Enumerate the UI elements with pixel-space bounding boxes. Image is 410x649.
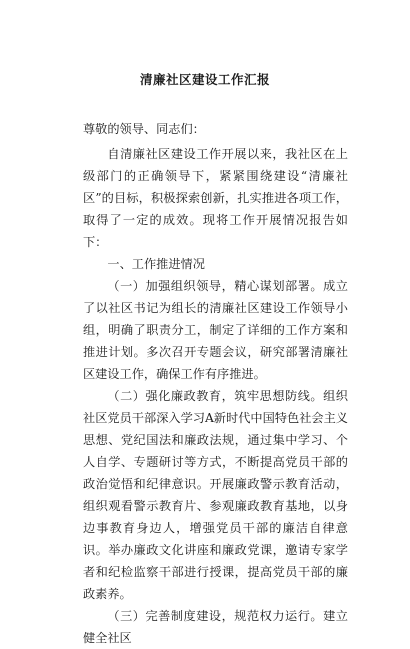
paragraph-item-1: （一）加强组织领导，精心谋划部署。成立了以社区书记为组长的清廉社区建设工作领导小组，明确了职责分工，制定了详细的工作方案和推进计划。多次召开专题会议，研究部署清廉社区建设工作，确保工作有序推进。	[83, 279, 348, 381]
salutation: 尊敬的领导、同志们：	[83, 122, 205, 136]
document-title: 清廉社区建设工作汇报	[139, 72, 270, 87]
paragraph-item-3: （三）完善制度建设，规范权力运行。建立健全社区	[83, 609, 348, 645]
document-body	[83, 118, 348, 649]
paragraph-item-2: （二）强化廉政教育，筑牢思想防线。组织社区党员干部深入学习A新时代中国特色社会主义思想、党纪国法和廉政法规，通过集中学习、个人自学、专题研讨等方式，不断提高党员干部的政治觉悟和纪律意识。开展廉政警示教育活动，组织观看警示教育片、参观廉政教育基地，以身边事教育身边人，增强党员干部的廉洁自律意识。举办廉政文化讲座和廉政党课，邀请专家学者和纪检监察干部进行授课，提高党员干部的廉政素养。	[83, 389, 348, 601]
section-heading: 一、工作推进情况	[107, 257, 205, 271]
intro-paragraph: 自清廉社区建设工作开展以来，我社区在上级部门的正确领导下，紧紧围绕建设“清廉社区”的目标，积极探索创新，扎实推进各项工作，取得了一定的成效。现将工作开展情况报告如下：	[83, 147, 348, 249]
